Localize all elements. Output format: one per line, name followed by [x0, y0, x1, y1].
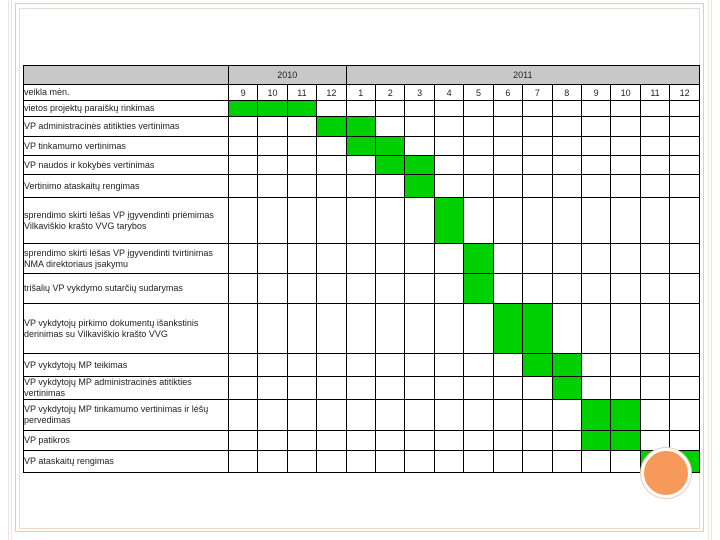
gantt-cell	[611, 101, 640, 117]
gantt-cell	[346, 377, 375, 400]
gantt-cell	[640, 175, 669, 198]
decorative-stripe	[8, 0, 9, 540]
month-label: 11	[640, 85, 669, 101]
gantt-cell	[640, 377, 669, 400]
gantt-cell	[346, 101, 375, 117]
gantt-cell	[464, 451, 493, 473]
gantt-cell	[346, 354, 375, 377]
gantt-cell	[552, 431, 581, 451]
gantt-cell	[581, 137, 610, 156]
gantt-bar-cell	[287, 101, 316, 117]
gantt-cell	[464, 400, 493, 431]
gantt-cell	[640, 156, 669, 175]
gantt-cell	[640, 274, 669, 304]
gantt-cell	[493, 400, 522, 431]
gantt-cell	[552, 137, 581, 156]
gantt-cell	[228, 451, 257, 473]
gantt-cell	[523, 274, 552, 304]
gantt-cell	[552, 274, 581, 304]
gantt-cell	[287, 117, 316, 137]
gantt-cell	[405, 274, 434, 304]
gantt-cell	[670, 175, 700, 198]
gantt-cell	[523, 451, 552, 473]
gantt-cell	[228, 156, 257, 175]
task-label: VP vykdytojų MP teikimas	[24, 354, 229, 377]
gantt-cell	[670, 431, 700, 451]
gantt-cell	[287, 175, 316, 198]
gantt-cell	[611, 117, 640, 137]
gantt-cell	[376, 431, 405, 451]
month-label: 8	[552, 85, 581, 101]
gantt-cell	[346, 244, 375, 274]
gantt-cell	[317, 244, 346, 274]
gantt-cell	[670, 377, 700, 400]
gantt-cell	[493, 377, 522, 400]
gantt-cell	[405, 244, 434, 274]
gantt-cell	[670, 400, 700, 431]
gantt-cell	[552, 304, 581, 354]
month-label: 1	[346, 85, 375, 101]
gantt-cell	[434, 156, 463, 175]
gantt-cell	[464, 431, 493, 451]
gantt-cell	[317, 354, 346, 377]
gantt-cell	[552, 175, 581, 198]
gantt-cell	[552, 400, 581, 431]
month-label: 9	[228, 85, 257, 101]
row-label-header: veikla mėn.	[24, 85, 229, 101]
gantt-cell	[434, 117, 463, 137]
gantt-cell	[287, 354, 316, 377]
gantt-cell	[346, 451, 375, 473]
gantt-cell	[228, 117, 257, 137]
gantt-cell	[670, 156, 700, 175]
task-row	[24, 451, 700, 473]
gantt-cell	[552, 198, 581, 244]
gantt-cell	[464, 175, 493, 198]
year-header-row	[24, 66, 700, 85]
task-row	[24, 244, 700, 274]
month-label: 10	[258, 85, 287, 101]
gantt-bar-cell	[523, 304, 552, 354]
gantt-cell	[317, 156, 346, 175]
gantt-cell	[434, 451, 463, 473]
gantt-cell	[287, 377, 316, 400]
gantt-bar-cell	[493, 304, 522, 354]
gantt-cell	[287, 244, 316, 274]
gantt-cell	[581, 198, 610, 244]
gantt-cell	[523, 137, 552, 156]
gantt-cell	[640, 101, 669, 117]
gantt-cell	[493, 198, 522, 244]
gantt-bar-cell	[405, 175, 434, 198]
gantt-cell	[464, 198, 493, 244]
gantt-cell	[523, 377, 552, 400]
year-label: 2010	[228, 66, 346, 85]
gantt-cell	[523, 400, 552, 431]
gantt-cell	[611, 156, 640, 175]
gantt-cell	[258, 175, 287, 198]
gantt-cell	[317, 431, 346, 451]
gantt-cell	[376, 198, 405, 244]
gantt-cell	[287, 274, 316, 304]
gantt-cell	[317, 198, 346, 244]
gantt-cell	[493, 431, 522, 451]
gantt-cell	[376, 274, 405, 304]
gantt-cell	[581, 175, 610, 198]
gantt-cell	[523, 431, 552, 451]
gantt-cell	[376, 244, 405, 274]
decorative-stripe	[711, 0, 712, 540]
gantt-cell	[405, 377, 434, 400]
gantt-cell	[670, 101, 700, 117]
gantt-cell	[434, 274, 463, 304]
task-label: Vertinimo ataskaitų rengimas	[24, 175, 229, 198]
gantt-bar-cell	[405, 156, 434, 175]
gantt-cell	[611, 274, 640, 304]
gantt-cell	[670, 244, 700, 274]
gantt-cell	[258, 431, 287, 451]
gantt-cell	[493, 137, 522, 156]
task-label: trišalių VP vykdymo sutarčių sudarymas	[24, 274, 229, 304]
month-label: 7	[523, 85, 552, 101]
gantt-cell	[493, 354, 522, 377]
gantt-cell	[405, 400, 434, 431]
gantt-cell	[376, 377, 405, 400]
gantt-cell	[434, 354, 463, 377]
task-row	[24, 354, 700, 377]
gantt-cell	[523, 175, 552, 198]
gantt-bar-cell	[581, 400, 610, 431]
task-label: VP vykdytojų MP tinkamumo vertinimas ir lėšų pervedimas	[24, 400, 229, 431]
gantt-cell	[376, 354, 405, 377]
gantt-cell	[317, 101, 346, 117]
task-row	[24, 101, 700, 117]
gantt-cell	[523, 156, 552, 175]
gantt-cell	[611, 354, 640, 377]
gantt-bar-cell	[581, 431, 610, 451]
gantt-bar-cell	[346, 137, 375, 156]
gantt-cell	[464, 117, 493, 137]
gantt-cell	[464, 137, 493, 156]
gantt-cell	[376, 304, 405, 354]
gantt-cell	[405, 431, 434, 451]
gantt-cell	[611, 244, 640, 274]
gantt-cell	[611, 198, 640, 244]
gantt-cell	[376, 101, 405, 117]
gantt-cell	[228, 137, 257, 156]
gantt-cell	[640, 117, 669, 137]
gantt-cell	[640, 244, 669, 274]
month-label: 4	[434, 85, 463, 101]
gantt-cell	[581, 354, 610, 377]
task-row	[24, 175, 700, 198]
gantt-cell	[552, 451, 581, 473]
gantt-cell	[493, 244, 522, 274]
task-label: VP ataskaitų rengimas	[24, 451, 229, 473]
gantt-cell	[581, 451, 610, 473]
gantt-cell	[434, 377, 463, 400]
gantt-cell	[258, 377, 287, 400]
gantt-cell	[258, 198, 287, 244]
gantt-cell	[405, 451, 434, 473]
gantt-bar-cell	[464, 274, 493, 304]
gantt-cell	[317, 377, 346, 400]
gantt-cell	[346, 400, 375, 431]
gantt-cell	[434, 431, 463, 451]
gantt-cell	[640, 354, 669, 377]
gantt-cell	[670, 117, 700, 137]
gantt-cell	[464, 101, 493, 117]
task-row	[24, 304, 700, 354]
gantt-cell	[552, 101, 581, 117]
task-row	[24, 198, 700, 244]
decorative-circle	[641, 448, 691, 498]
gantt-cell	[611, 175, 640, 198]
gantt-cell	[376, 451, 405, 473]
month-label: 12	[670, 85, 700, 101]
task-label: VP patikros	[24, 431, 229, 451]
gantt-cell	[493, 451, 522, 473]
gantt-cell	[346, 156, 375, 175]
task-row	[24, 377, 700, 400]
gantt-cell	[317, 400, 346, 431]
gantt-cell	[523, 117, 552, 137]
gantt-cell	[228, 377, 257, 400]
gantt-cell	[346, 431, 375, 451]
gantt-cell	[228, 400, 257, 431]
gantt-cell	[493, 175, 522, 198]
task-label: vietos projektų paraiškų rinkimas	[24, 101, 229, 117]
gantt-cell	[523, 244, 552, 274]
gantt-cell	[287, 304, 316, 354]
gantt-cell	[287, 137, 316, 156]
month-label: 2	[376, 85, 405, 101]
gantt-cell	[346, 304, 375, 354]
gantt-cell	[552, 244, 581, 274]
task-label: sprendimo skirti lėšas VP įgyvendinti tvirtinimas NMA direktoriaus įsakymu	[24, 244, 229, 274]
gantt-cell	[434, 137, 463, 156]
gantt-cell	[258, 304, 287, 354]
gantt-cell	[493, 117, 522, 137]
month-header-row	[24, 85, 700, 101]
decorative-stripe	[11, 0, 12, 540]
task-row	[24, 156, 700, 175]
gantt-cell	[670, 304, 700, 354]
gantt-bar-cell	[434, 198, 463, 244]
month-label: 5	[464, 85, 493, 101]
task-label: VP tinkamumo vertinimas	[24, 137, 229, 156]
gantt-cell	[434, 304, 463, 354]
gantt-bar-cell	[552, 377, 581, 400]
task-row	[24, 274, 700, 304]
gantt-cell	[434, 244, 463, 274]
gantt-cell	[523, 198, 552, 244]
header-corner	[24, 66, 229, 85]
month-label: 10	[611, 85, 640, 101]
gantt-cell	[228, 244, 257, 274]
gantt-cell	[317, 451, 346, 473]
gantt-cell	[464, 377, 493, 400]
gantt-bar-cell	[317, 117, 346, 137]
gantt-cell	[228, 175, 257, 198]
gantt-cell	[317, 274, 346, 304]
task-label: VP vykdytojų MP administracinės atitikties vertinimas	[24, 377, 229, 400]
gantt-cell	[228, 431, 257, 451]
gantt-cell	[434, 400, 463, 431]
gantt-cell	[640, 400, 669, 431]
gantt-bar-cell	[611, 431, 640, 451]
decorative-stripe	[708, 0, 709, 540]
gantt-cell	[287, 156, 316, 175]
gantt-cell	[434, 101, 463, 117]
gantt-cell	[258, 354, 287, 377]
gantt-cell	[464, 354, 493, 377]
gantt-cell	[405, 137, 434, 156]
gantt-table	[23, 65, 700, 473]
gantt-cell	[581, 117, 610, 137]
task-row	[24, 400, 700, 431]
month-label: 6	[493, 85, 522, 101]
task-row	[24, 117, 700, 137]
gantt-cell	[552, 117, 581, 137]
gantt-cell	[581, 244, 610, 274]
gantt-cell	[346, 175, 375, 198]
gantt-cell	[346, 274, 375, 304]
gantt-bar-cell	[258, 101, 287, 117]
gantt-cell	[405, 101, 434, 117]
gantt-cell	[581, 101, 610, 117]
gantt-cell	[640, 198, 669, 244]
task-row	[24, 137, 700, 156]
gantt-cell	[523, 101, 552, 117]
year-label: 2011	[346, 66, 699, 85]
gantt-cell	[258, 274, 287, 304]
gantt-cell	[258, 137, 287, 156]
gantt-cell	[287, 198, 316, 244]
gantt-cell	[640, 137, 669, 156]
gantt-cell	[258, 400, 287, 431]
gantt-cell	[405, 354, 434, 377]
task-row	[24, 431, 700, 451]
task-label: VP administracinės atitikties vertinimas	[24, 117, 229, 137]
gantt-cell	[670, 137, 700, 156]
gantt-cell	[317, 137, 346, 156]
gantt-cell	[611, 137, 640, 156]
gantt-cell	[346, 198, 375, 244]
gantt-cell	[258, 117, 287, 137]
gantt-bar-cell	[376, 137, 405, 156]
month-label: 12	[317, 85, 346, 101]
month-label: 3	[405, 85, 434, 101]
gantt-cell	[376, 117, 405, 137]
gantt-cell	[581, 156, 610, 175]
task-label: VP naudos ir kokybės vertinimas	[24, 156, 229, 175]
gantt-cell	[493, 101, 522, 117]
gantt-cell	[493, 274, 522, 304]
gantt-bar-cell	[552, 354, 581, 377]
gantt-cell	[493, 156, 522, 175]
gantt-cell	[581, 304, 610, 354]
gantt-cell	[611, 451, 640, 473]
gantt-cell	[464, 304, 493, 354]
gantt-cell	[287, 451, 316, 473]
gantt-cell	[552, 156, 581, 175]
gantt-cell	[376, 175, 405, 198]
gantt-cell	[405, 198, 434, 244]
task-label: VP vykdytojų pirkimo dokumentų išankstinis derinimas su Vilkaviškio krašto VVG	[24, 304, 229, 354]
task-label: sprendimo skirti lėšas VP įgyvendinti priėmimas Vilkaviškio krašto VVG tarybos	[24, 198, 229, 244]
gantt-cell	[258, 244, 287, 274]
gantt-cell	[405, 117, 434, 137]
gantt-cell	[287, 431, 316, 451]
gantt-cell	[670, 198, 700, 244]
gantt-cell	[434, 175, 463, 198]
gantt-cell	[228, 354, 257, 377]
gantt-bar-cell	[228, 101, 257, 117]
gantt-bar-cell	[376, 156, 405, 175]
gantt-bar-cell	[346, 117, 375, 137]
gantt-cell	[317, 304, 346, 354]
gantt-cell	[640, 304, 669, 354]
gantt-cell	[405, 304, 434, 354]
gantt-cell	[287, 400, 316, 431]
month-label: 9	[581, 85, 610, 101]
gantt-cell	[317, 175, 346, 198]
gantt-cell	[611, 304, 640, 354]
gantt-cell	[581, 377, 610, 400]
gantt-cell	[258, 156, 287, 175]
gantt-cell	[376, 400, 405, 431]
gantt-bar-cell	[464, 244, 493, 274]
month-label: 11	[287, 85, 316, 101]
gantt-cell	[258, 451, 287, 473]
gantt-cell	[228, 274, 257, 304]
gantt-cell	[670, 354, 700, 377]
gantt-cell	[228, 198, 257, 244]
gantt-bar-cell	[611, 400, 640, 431]
gantt-cell	[611, 377, 640, 400]
gantt-cell	[581, 274, 610, 304]
gantt-cell	[464, 156, 493, 175]
gantt-cell	[670, 274, 700, 304]
gantt-bar-cell	[523, 354, 552, 377]
gantt-cell	[228, 304, 257, 354]
